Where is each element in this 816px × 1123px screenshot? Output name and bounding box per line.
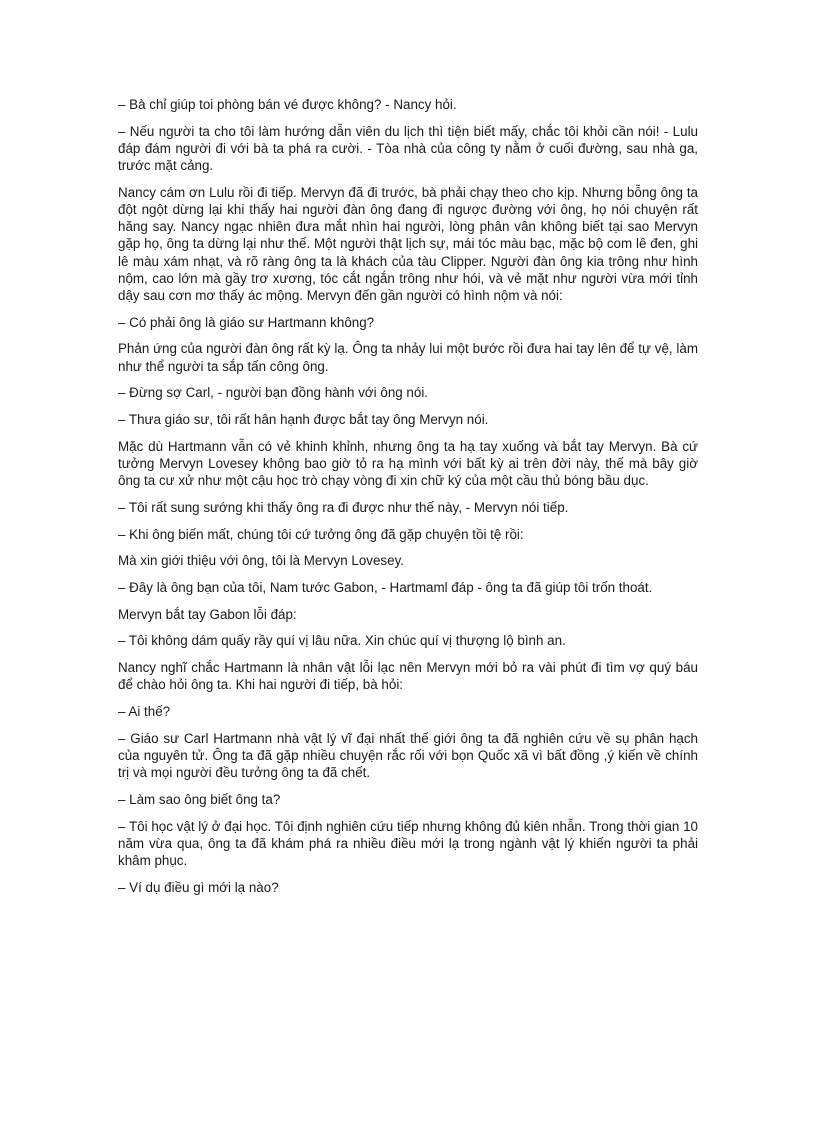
paragraph: – Ai thế?	[118, 703, 171, 719]
paragraph: – Tôi rất sung sướng khi thấy ông ra đi được như thế này, - Mervyn nói tiếp.	[118, 499, 569, 515]
paragraph: – Tôi học vật lý ở đại học. Tôi định nghiên cứu tiếp nhưng không đủ kiên nhẫn. Trong thời gian 10 năm vừa qua, ông ta đã khám phá ra nhiều điều mới lạ trong ngành vật lý khiến người ta phải khâm phục.	[118, 818, 698, 868]
paragraph: – Có phải ông là giáo sư Hartmann không?	[118, 314, 375, 330]
paragraph: – Ví dụ điều gì mới lạ nào?	[118, 879, 279, 895]
paragraph: – Đây là ông bạn của tôi, Nam tước Gabon, - Hartmaml đáp - ông ta đã giúp tôi trốn thoát.	[118, 579, 653, 595]
paragraph: – Khi ông biến mất, chúng tôi cứ tưởng ông đã gặp chuyện tồi tệ rồi:	[118, 526, 524, 542]
paragraph: Nancy nghĩ chắc Hartmann là nhân vật lỗi lạc nên Mervyn mới bỏ ra vài phút đi tìm vợ quý báu để chào hỏi ông ta. Khi hai người đi tiếp, bà hỏi:	[118, 660, 698, 693]
document-page	[118, 96, 698, 905]
paragraph: – Thưa giáo sư, tôi rất hân hạnh được bắt tay ông Mervyn nói.	[118, 412, 489, 428]
paragraph: Mặc dù Hartmann vẫn có vẻ khinh khỉnh, nhưng ông ta hạ tay xuống và bắt tay Mervyn. Bà cứ tưởng Mervyn Lovesey không bao giờ tỏ ra hạ mình với bất kỳ ai trên đời này, thế mà bây giờ ông ta cư xử như một cậu học trò chạy vòng đi xin chữ ký của một cầu thủ bóng bầu dục.	[118, 438, 698, 489]
paragraph: Mervyn bắt tay Gabon lỗi đáp:	[118, 606, 297, 622]
paragraph: Phản ứng của người đàn ông rất kỳ lạ. Ông ta nhảy lui một bước rồi đưa hai tay lên để tự vệ, làm như thể người ta sắp tấn công ông.	[118, 341, 698, 374]
paragraph: – Giáo sư Carl Hartmann nhà vật lý vĩ đại nhất thế giới ông ta đã nghiên cứu về sụ phân hạch của nguyên tử. Ông ta đã gặp nhiều chuyện rắc rối với bọn Quốc xã vì bất đồng ,ý kiến về chính trị và mọi người đều tưởng ông ta đã chết.	[118, 730, 698, 781]
paragraph: Nancy cám ơn Lulu rồi đi tiếp. Mervyn đã đi trước, bà phải chạy theo cho kịp. Nhưng bỗng ông ta đột ngột dừng lại khi thấy hai người đàn ông đang đi ngược đường với ông, họ nói chuyện rất hăng say. Nancy ngạc nhiên đưa mắt nhìn hai người, lòng phân vân không biết tại sao Mervyn gặp họ, ông ta dừng lại như thế. Một người thật lịch sự, mái tóc màu bạc, mặc bộ com lê đen, ghi lê màu xám nhạt, và rõ ràng ông ta là khách của tàu Clipper. Người đàn ông kia trông như hình nộm, cao lớn mà gầy trơ xương, tóc cắt ngắn trông như hói, và vẻ mặt như người vừa mới tỉnh dậy sau cơn mơ thấy ác mộng. Mervyn đến gần người có hình nộm và nói:	[118, 184, 698, 304]
paragraph: Mà xin giới thiệu với ông, tôi là Mervyn Lovesey.	[118, 553, 404, 569]
paragraph: – Bà chỉ giúp toi phòng bán vé được không? - Nancy hỏi.	[118, 97, 457, 112]
paragraph: – Nếu người ta cho tôi làm hướng dẫn viên du lịch thì tiện biết mấy, chắc tôi khỏi cần nói! - Lulu đáp đám người đi với bà ta phá ra cười. - Tòa nhà của công ty nằm ở cuối đường, sau nhà ga, trước mặt cảng.	[118, 123, 698, 174]
paragraph: – Tôi không dám quấy rầy quí vị lâu nữa. Xin chúc quí vị thượng lộ bình an.	[118, 633, 566, 649]
paragraph: – Làm sao ông biết ông ta?	[118, 791, 281, 807]
paragraph: – Đừng sợ Carl, - người bạn đồng hành với ông nói.	[118, 385, 429, 401]
